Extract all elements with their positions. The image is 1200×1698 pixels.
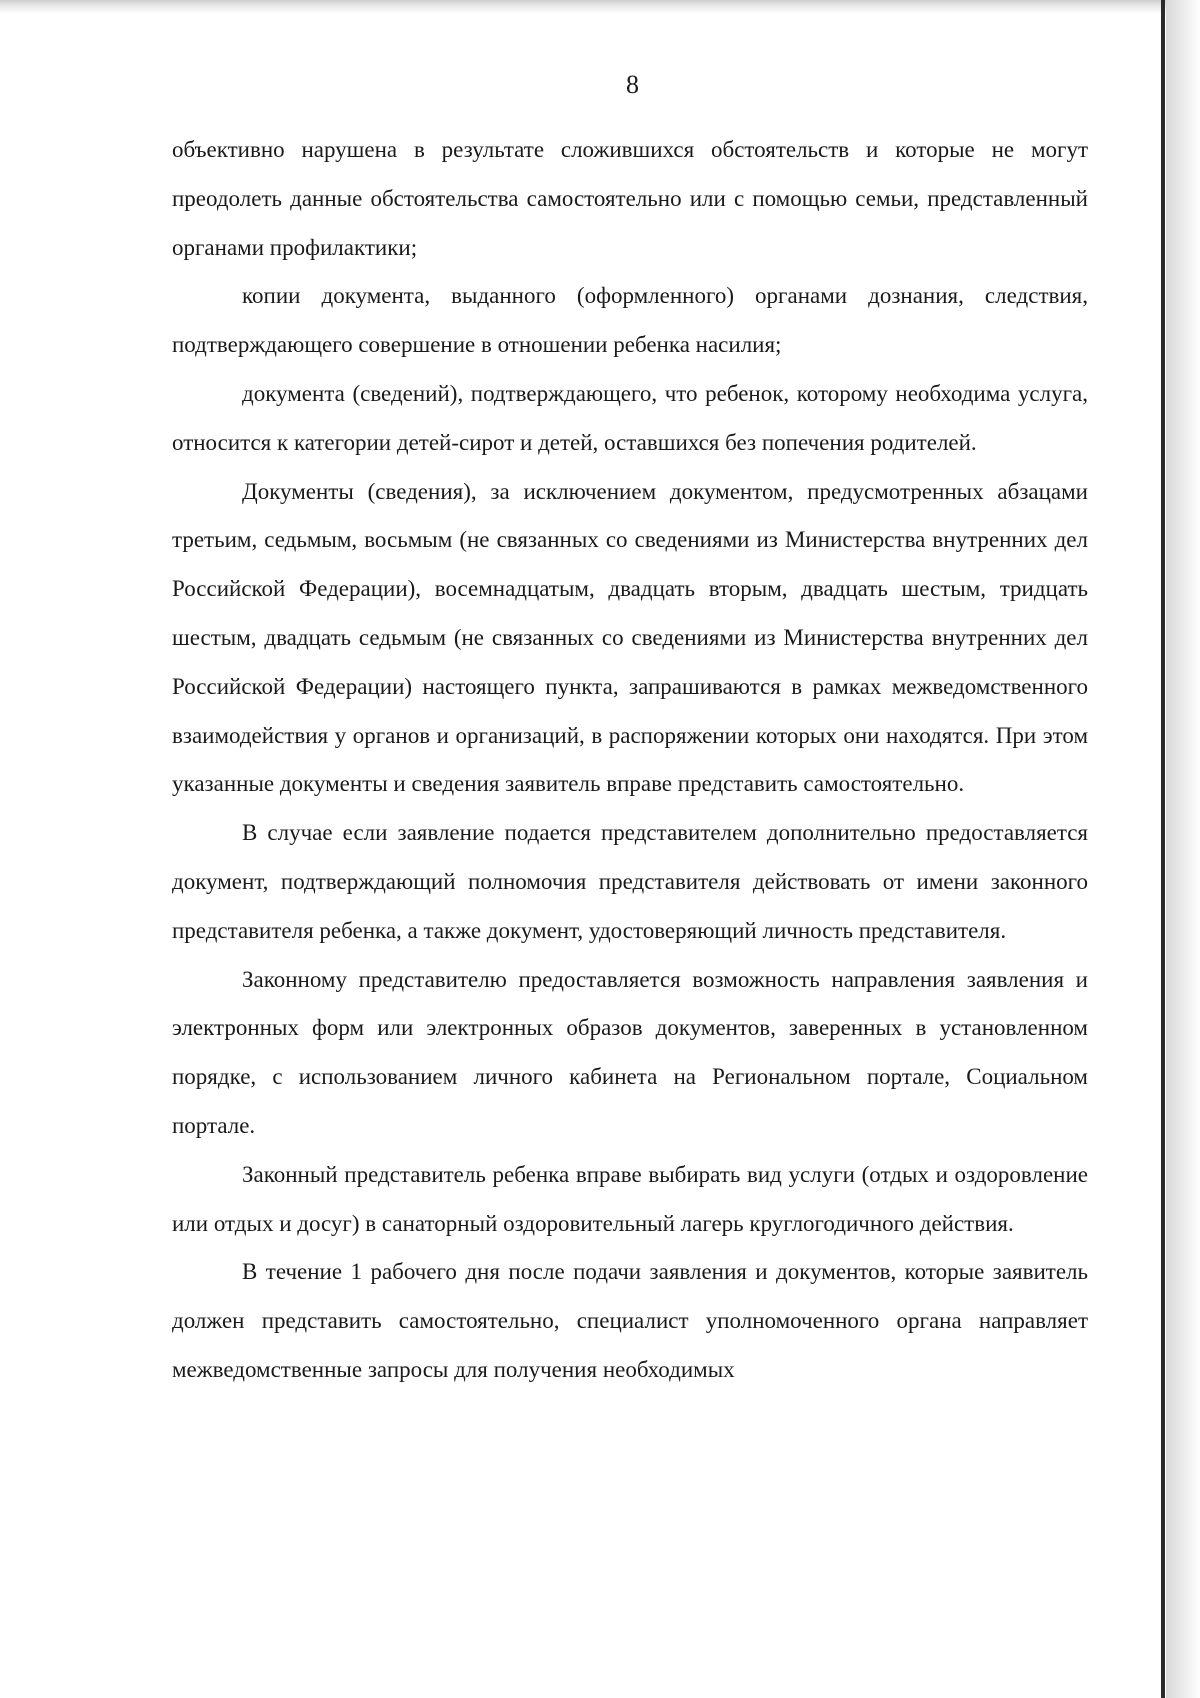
paragraph: В течение 1 рабочего дня после подачи заявления и документов, которые заявитель должен представить самостоятельно, специалист уполномоченного органа направляет межведомственные запросы для получения необходимых <box>172 1259 1088 1382</box>
document-body <box>172 126 1088 1395</box>
paragraph: Законный представитель ребенка вправе выбирать вид услуги (отдых и оздоровление или отдых и досуг) в санаторный оздоровительный лагерь круглогодичного действия. <box>172 1161 1088 1236</box>
paragraph: документа (сведений), подтверждающего, что ребенок, которому необходима услуга, относится к категории детей-сирот и детей, оставшихся без попечения родителей. <box>172 380 1088 455</box>
scan-edge-right <box>1161 0 1165 1698</box>
paragraph-continuation: объективно нарушена в результате сложившихся обстоятельств и которые не могут преодолеть данные обстоятельства самостоятельно или с помощью семьи, представленный органами профилактики; <box>172 137 1088 260</box>
scan-edge-shadow <box>1166 0 1200 1698</box>
page-number: 8 <box>626 70 639 99</box>
scan-edge-top <box>0 0 1200 14</box>
paragraph: В случае если заявление подается представителем дополнительно предоставляется документ, подтверждающий полномочия представителя действовать от имени законного представителя ребенка, а также документ, удостоверяющий личность представителя. <box>172 820 1088 943</box>
paragraph: Законному представителю предоставляется возможность направления заявления и электронных форм или электронных образов документов, заверенных в установленном порядке, с использованием личного кабинета на Региональном портале, Социальном портале. <box>172 966 1088 1138</box>
paragraph: копии документа, выданного (оформленного) органами дознания, следствия, подтверждающего совершение в отношении ребенка насилия; <box>172 283 1088 358</box>
paragraph: Документы (сведения), за исключением документом, предусмотренных абзацами третьим, седьмым, восьмым (не связанных со сведениями из Министерства внутренних дел Российской Федерации), восемнадцатым, двадцать вторым, двадцать шестым, тридцать шестым, двадцать седьмым (не связанных со сведениями из Министерства внутренних дел Российской Федерации) настоящего пункта, запрашиваются в рамках межведомственного взаимодействия у органов и организаций, в распоряжении которых они находятся. При этом указанные документы и сведения заявитель вправе представить самостоятельно. <box>172 478 1088 797</box>
